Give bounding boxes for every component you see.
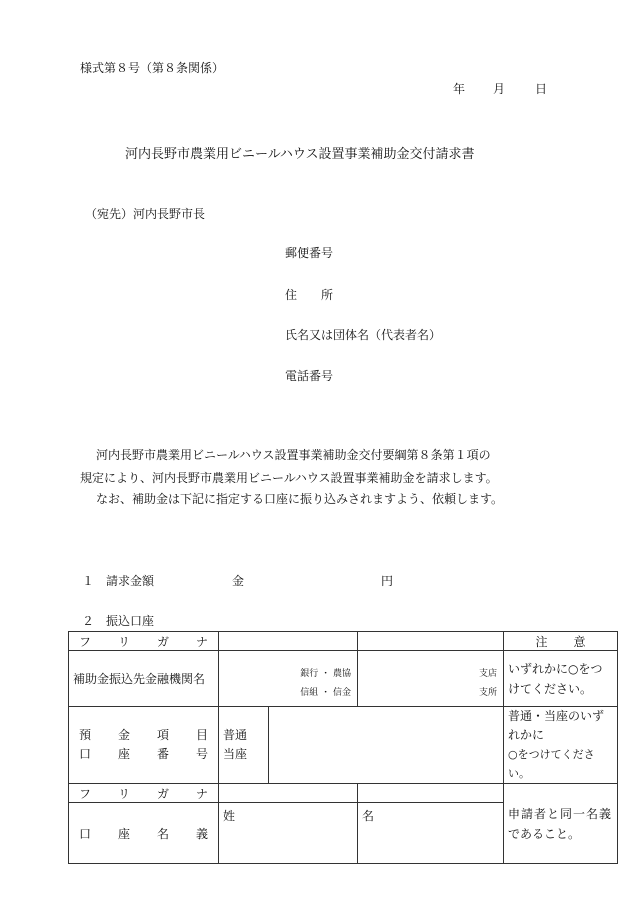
branch-type-option-2: 支所 xyxy=(478,688,497,698)
document-title: 河内長野市農業用ビニールハウス設置事業補助金交付請求書 xyxy=(125,147,475,162)
bank-account-table xyxy=(68,631,618,864)
surname-furigana-input[interactable] xyxy=(219,784,358,803)
section-1-number: １ xyxy=(82,574,95,588)
phone-label: 電話番号 xyxy=(285,369,334,383)
section-1-label: 請求金額 xyxy=(106,574,155,588)
branch-name-input[interactable] xyxy=(358,651,504,707)
bank-name-input[interactable] xyxy=(219,651,358,707)
table-row xyxy=(69,707,618,784)
account-holder-label: 口 座 名 義 xyxy=(69,803,219,864)
notes-header: 注 意 xyxy=(504,632,618,651)
date-day-label: 日 xyxy=(535,82,548,96)
bank-furigana-input[interactable] xyxy=(219,632,358,651)
name-label: 氏名又は団体名（代表者名） xyxy=(285,328,442,342)
body-line-2: 規定により、河内長野市農業用ビニールハウス設置事業補助金を請求します。 xyxy=(80,471,498,485)
amount-prefix: 金 xyxy=(232,574,245,588)
body-line-3: なお、補助金は下記に指定する口座に振り込みされますよう、依頼します。 xyxy=(96,492,504,506)
surname-label: 姓 xyxy=(223,809,236,823)
bank-note: いずれかに○をつ けてください。 xyxy=(504,651,618,707)
deposit-note: 普通・当座のいずれかに ○をつけてください。 xyxy=(504,707,618,784)
deposit-account-label: 預 金 項 目 口 座 番 号 xyxy=(69,707,219,784)
bank-furigana-label: フ リ ガ ナ xyxy=(69,632,219,651)
surname-input[interactable] xyxy=(219,803,358,864)
section-2-number: ２ xyxy=(82,614,95,628)
deposit-ordinary-option[interactable]: 普通 xyxy=(223,728,248,742)
section-2-label: 振込口座 xyxy=(106,614,155,628)
date-year-label: 年 xyxy=(453,82,466,96)
deposit-type-options[interactable] xyxy=(219,707,269,784)
form-number: 様式第８号（第８条関係） xyxy=(80,61,225,75)
bank-name-label: 補助金振込先金融機関名 xyxy=(69,651,219,707)
bank-type-option-2: 信組 ・ 信金 xyxy=(300,688,351,698)
addressee: （宛先）河内長野市長 xyxy=(85,207,206,221)
address-label: 住 所 xyxy=(285,288,334,302)
branch-type-option-1: 支店 xyxy=(478,669,497,679)
deposit-current-option[interactable]: 当座 xyxy=(223,747,248,761)
amount-suffix: 円 xyxy=(381,574,394,588)
given-name-input[interactable] xyxy=(358,803,504,864)
account-number-input[interactable] xyxy=(269,707,504,784)
postal-code-label: 郵便番号 xyxy=(285,246,334,260)
holder-furigana-label: フ リ ガ ナ xyxy=(69,784,219,803)
bank-type-option-1: 銀行 ・ 農協 xyxy=(300,669,351,679)
name-note: 申請者と同一名義 であること。 xyxy=(504,784,618,864)
given-name-label: 名 xyxy=(362,809,375,823)
table-row xyxy=(69,651,618,707)
table-row xyxy=(69,632,618,651)
table-row xyxy=(69,784,618,803)
date-month-label: 月 xyxy=(493,82,506,96)
branch-furigana-input[interactable] xyxy=(358,632,504,651)
body-line-1: 河内長野市農業用ビニールハウス設置事業補助金交付要綱第８条第１項の xyxy=(96,448,491,462)
given-name-furigana-input[interactable] xyxy=(358,784,504,803)
